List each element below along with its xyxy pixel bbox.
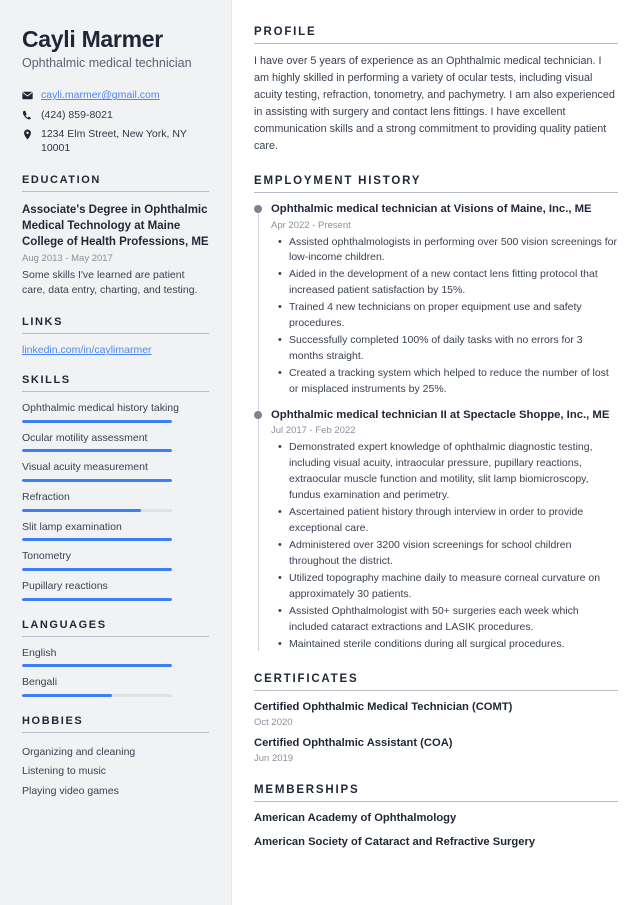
skill-item-fill — [22, 598, 172, 601]
certificate-item — [254, 736, 618, 764]
education-entry-description: Some skills I've learned are patient care, data entry, charting, and testing. — [22, 268, 198, 296]
job-bullet: • Assisted Ophthalmologist with 50+ surgeries each week which included cataract extractions and LASIK procedures. — [289, 604, 618, 636]
skill-item-track — [22, 568, 172, 571]
languages-heading: LANGUAGES — [22, 618, 107, 631]
contact-email-row[interactable] — [22, 89, 209, 103]
hobbies-list — [22, 743, 209, 801]
main-column — [232, 0, 640, 905]
job-bullet-list — [271, 440, 618, 652]
languages-section — [22, 619, 209, 697]
job-bullet: • Created a tracking system which helped to reduce the number of lost or misplaced instruments by 25%. — [289, 366, 618, 398]
job-bullet: • Demonstrated expert knowledge of ophthalmic diagnostic testing, including visual acuity, intraocular pressure, pupillary reactions, extraocular muscle function and motility, slit lamp biomicroscopy, fundus examination and perimetry. — [289, 440, 618, 504]
profile-text: I have over 5 years of experience as an Ophthalmic medical technician. I am highly skilled in performing a variety of ocular tests, including visual acuity testing, refraction, tonometry, and pachymetry. I am also experienced in assisting with surgery and contact lens fittings. I have excellent communication skills and a strong commitment to providing quality patient care. — [254, 55, 615, 153]
skill-item — [22, 580, 209, 601]
links-rule — [22, 333, 209, 334]
skill-item — [22, 461, 209, 482]
skill-item-track — [22, 479, 172, 482]
location-pin-icon — [22, 129, 33, 140]
language-item-label: Bengali — [22, 676, 58, 689]
skill-item-track — [22, 449, 172, 452]
skill-item-track — [22, 509, 172, 512]
certificates-section — [254, 673, 618, 764]
certificates-list — [254, 700, 618, 764]
employment-timeline — [254, 202, 618, 652]
contact-list — [22, 89, 209, 156]
contact-email-link[interactable]: cayli.marmer@gmail.com — [41, 89, 160, 102]
hobby-item: Playing video games — [22, 784, 119, 797]
envelope-icon — [22, 90, 33, 101]
certificates-rule — [254, 690, 618, 691]
skills-heading: SKILLS — [22, 374, 71, 387]
skill-item-label: Visual acuity measurement — [22, 461, 148, 474]
job-bullet: • Trained 4 new technicians on proper equipment use and safety procedures. — [289, 300, 618, 332]
contact-phone-text: (424) 859-8021 — [41, 108, 113, 121]
job-date: Apr 2022 - Present — [271, 219, 351, 231]
skill-item-fill — [22, 420, 172, 423]
phone-icon — [22, 110, 33, 121]
education-entry-date: Aug 2013 - May 2017 — [22, 252, 113, 264]
job-entry — [271, 408, 618, 653]
skill-item-fill — [22, 568, 172, 571]
skill-item-fill — [22, 449, 172, 452]
education-section — [22, 174, 209, 298]
job-bullet-list — [271, 235, 618, 399]
membership-item: American Academy of Ophthalmology — [254, 811, 457, 824]
employment-rule — [254, 192, 618, 193]
language-item — [22, 647, 209, 668]
contact-address-text: 1234 Elm Street, New York, NY 10001 — [41, 128, 187, 155]
skill-item — [22, 550, 209, 571]
job-bullet: • Administered over 3200 vision screenings for school children throughout the district. — [289, 538, 618, 570]
job-bullet: • Successfully completed 100% of daily tasks with no errors for 3 months straight. — [289, 333, 618, 365]
language-item-fill — [22, 664, 172, 667]
skill-item-label: Refraction — [22, 491, 70, 504]
job-entry — [271, 202, 618, 398]
hobby-item: Listening to music — [22, 765, 107, 778]
education-entry — [22, 202, 209, 298]
job-title: Ophthalmic medical technician II at Spectacle Shoppe, Inc., ME — [271, 409, 610, 422]
contact-address-row — [22, 128, 209, 155]
language-item-track — [22, 664, 172, 667]
memberships-heading: MEMBERSHIPS — [254, 783, 360, 796]
timeline-line — [258, 206, 259, 650]
job-bullet: • Aided in the development of a new contact lens fitting protocol that increased patient satisfaction by 15%. — [289, 267, 618, 299]
employment-section — [254, 175, 618, 652]
candidate-name: Cayli Marmer — [22, 26, 163, 52]
links-heading: LINKS — [22, 316, 63, 329]
hobbies-heading: HOBBIES — [22, 714, 84, 727]
hobby-item: Organizing and cleaning — [22, 745, 136, 758]
skill-item — [22, 491, 209, 512]
languages-rule — [22, 636, 209, 637]
certificate-item — [254, 700, 618, 728]
jobs-list — [271, 202, 618, 652]
timeline-dot-icon — [254, 205, 262, 213]
skill-item-fill — [22, 538, 172, 541]
link-item-linkedin[interactable]: linkedin.com/in/caylimarmer — [22, 344, 152, 357]
skill-item-label: Tonometry — [22, 550, 72, 563]
hobbies-section — [22, 715, 209, 801]
skill-item-track — [22, 420, 172, 423]
membership-item: American Society of Cataract and Refractive Surgery — [254, 836, 536, 849]
skill-item — [22, 521, 209, 542]
education-heading: EDUCATION — [22, 173, 101, 186]
job-bullet: • Ascertained patient history through interview in order to provide exceptional care. — [289, 505, 618, 537]
certificate-date: Jun 2019 — [254, 752, 294, 764]
certificates-heading: CERTIFICATES — [254, 672, 359, 685]
profile-heading: PROFILE — [254, 26, 317, 38]
certificate-date: Oct 2020 — [254, 716, 293, 728]
memberships-rule — [254, 801, 618, 802]
skill-item-label: Slit lamp examination — [22, 520, 122, 533]
education-rule — [22, 191, 209, 192]
education-entry-title: Associate's Degree in Ophthalmic Medical Technology at Maine College of Health Professions, ME — [22, 203, 209, 249]
skill-item — [22, 432, 209, 453]
skill-item-track — [22, 538, 172, 541]
language-item-fill — [22, 694, 112, 697]
memberships-list — [254, 811, 618, 850]
skills-list — [22, 402, 209, 600]
language-item — [22, 676, 209, 697]
job-bullet: • Maintained sterile conditions during all surgical procedures. — [289, 637, 618, 653]
job-date: Jul 2017 - Feb 2022 — [271, 425, 356, 437]
contact-phone-row — [22, 109, 209, 123]
language-item-label: English — [22, 646, 57, 659]
certificate-name: Certified Ophthalmic Assistant (COA) — [254, 736, 453, 749]
job-bullet: • Utilized topography machine daily to measure corneal curvature on approximately 30 patients. — [289, 571, 618, 603]
links-section — [22, 316, 209, 356]
skills-section — [22, 374, 209, 600]
skill-item-fill — [22, 479, 172, 482]
skill-item-track — [22, 598, 172, 601]
job-title: Ophthalmic medical technician at Visions of Maine, Inc., ME — [271, 203, 592, 216]
employment-heading: EMPLOYMENT HISTORY — [254, 175, 422, 188]
timeline-dot-icon — [254, 411, 262, 419]
skill-item-fill — [22, 509, 141, 512]
sidebar — [0, 0, 232, 905]
language-item-track — [22, 694, 172, 697]
skill-item — [22, 402, 209, 423]
memberships-section — [254, 784, 618, 850]
skill-item-label: Ocular motility assessment — [22, 431, 148, 444]
job-bullet: • Assisted ophthalmologists in performing over 500 vision screenings for low-income children. — [289, 235, 618, 267]
profile-rule — [254, 43, 618, 44]
skill-item-label: Ophthalmic medical history taking — [22, 402, 179, 415]
profile-section — [254, 26, 618, 155]
skills-rule — [22, 391, 209, 392]
skill-item-label: Pupillary reactions — [22, 580, 108, 593]
languages-list — [22, 647, 209, 697]
candidate-job-title: Ophthalmic medical technician — [22, 56, 192, 71]
certificate-name: Certified Ophthalmic Medical Technician (COMT) — [254, 700, 513, 713]
hobbies-rule — [22, 732, 209, 733]
